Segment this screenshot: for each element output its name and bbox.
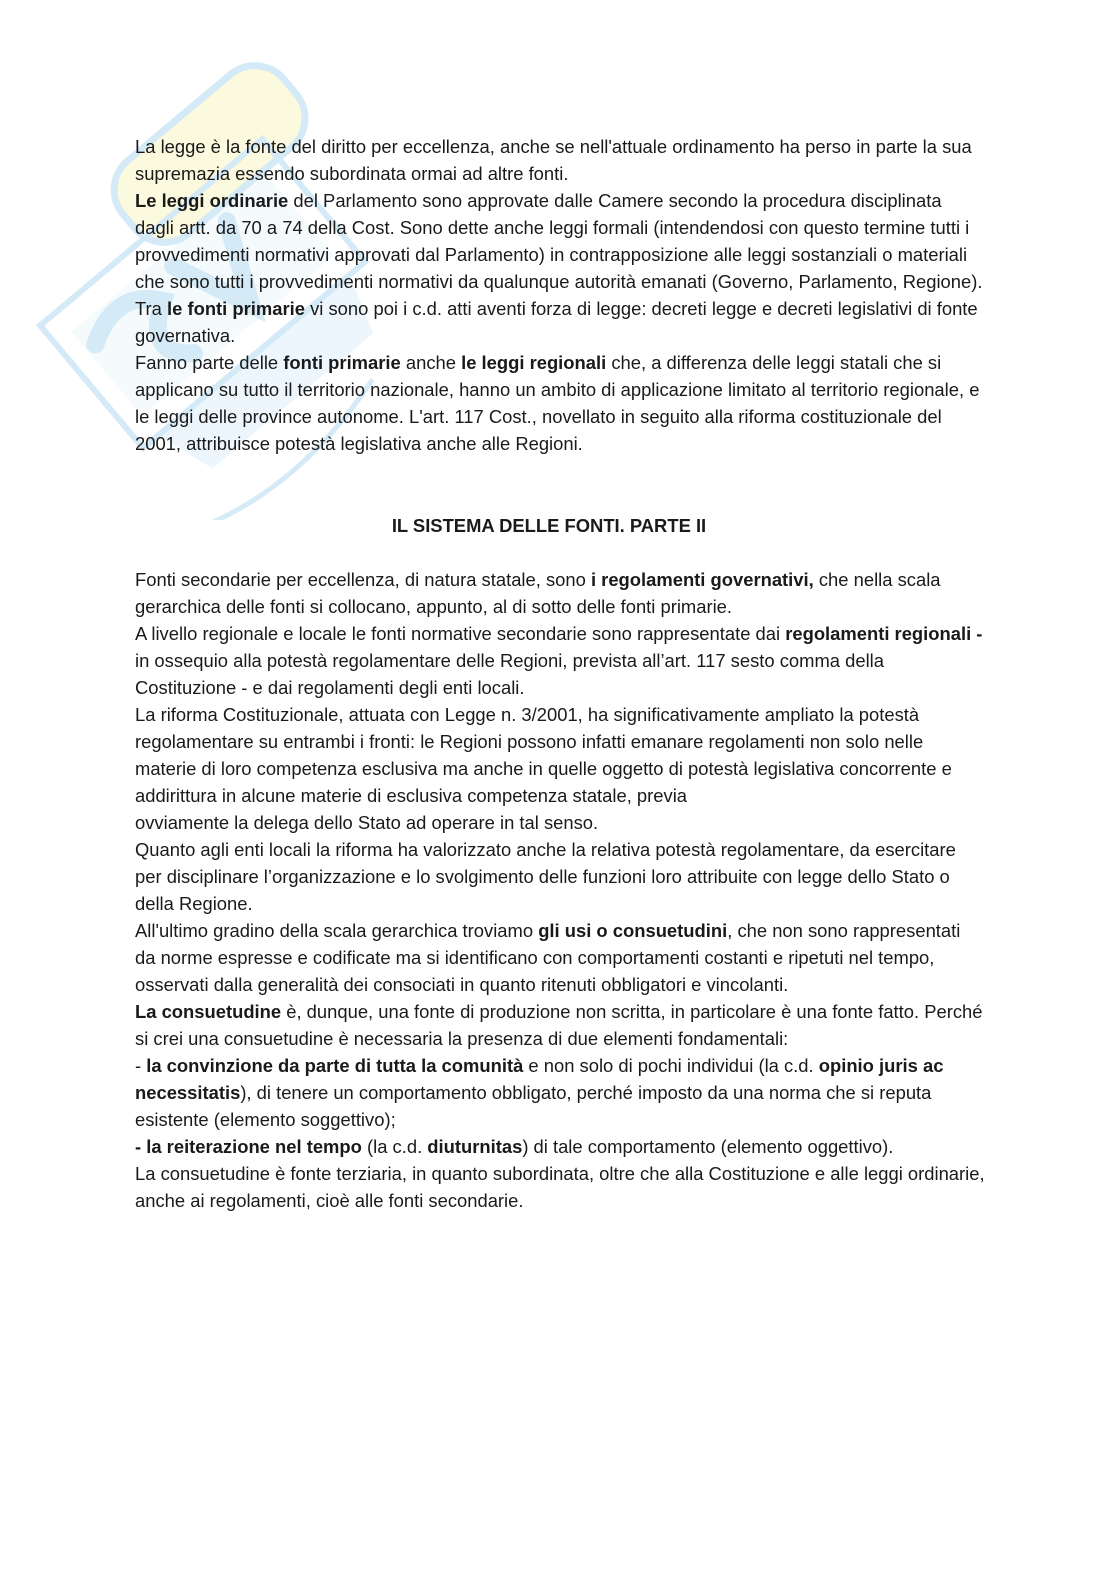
paragraph — [135, 1133, 985, 1160]
paragraph — [135, 836, 985, 917]
text: ) di tale comportamento (elemento oggettivo). — [522, 1136, 894, 1157]
text: ovviamente la delega dello Stato ad operare in tal senso. — [135, 812, 599, 833]
text: All'ultimo gradino della scala gerarchica troviamo — [135, 920, 539, 941]
text: che nella scala gerarchica delle fonti si collocano, appunto, al di sotto delle fonti primarie. — [135, 569, 941, 617]
text: vi sono poi i c.d. atti aventi forza di legge: decreti legge e decreti legislativi di fonte governativa. — [135, 298, 978, 346]
paragraph — [135, 187, 985, 295]
bold-text: fonti primarie — [283, 352, 401, 373]
text: anche — [400, 352, 462, 373]
text: (la c.d. — [361, 1136, 428, 1157]
bold-text: Le leggi ordinarie — [135, 190, 289, 211]
bold-text: La consuetudine — [135, 1001, 282, 1022]
paragraph — [135, 349, 985, 457]
paragraph — [135, 620, 985, 701]
bold-text: la convinzione da parte di tutta la comunità — [146, 1055, 524, 1076]
bold-text: - la reiterazione nel tempo — [135, 1136, 362, 1157]
text: è, dunque, una fonte di produzione non scritta, in particolare è una fonte fatto. Perché si crei una consuetudine è necessaria la presenza di due elementi fondamentali: — [135, 1001, 983, 1049]
paragraph — [135, 133, 985, 187]
text: La legge è la fonte del diritto per eccellenza, anche se nell'attuale ordinamento ha perso in parte la sua supremazia essendo subordinata ormai ad altre fonti. — [135, 136, 972, 184]
text: e non solo di pochi individui (la c.d. — [523, 1055, 819, 1076]
paragraph — [135, 295, 985, 349]
bold-text: gli usi o consuetudini — [538, 920, 728, 941]
paragraph — [135, 701, 985, 809]
text: ), di tenere un comportamento obbligato, perché imposto da una norma che si reputa esistente (elemento soggettivo); — [135, 1082, 932, 1130]
paragraph — [135, 1052, 985, 1133]
bold-text: regolamenti regionali - — [785, 623, 983, 644]
document-body — [135, 133, 985, 1214]
text: , che non sono rappresentati da norme espresse e codificate ma si identificano con comportamenti costanti e ripetuti nel tempo, osservati dalla generalità dei consociati in quanto ritenuti obbligatori e vincolanti. — [135, 920, 961, 995]
text: Fonti secondarie per eccellenza, di natura statale, sono — [135, 569, 591, 590]
paragraph — [135, 1160, 985, 1214]
paragraph — [135, 917, 985, 998]
paragraph — [135, 998, 985, 1052]
text: Quanto agli enti locali la riforma ha valorizzato anche la relativa potestà regolamentare, da esercitare per disciplinare l’organizzazione e lo svolgimento delle funzioni loro attribuite con legge dello Stato o della Regione. — [135, 839, 956, 914]
text: A livello regionale e locale le fonti normative secondarie sono rappresentate dai — [135, 623, 786, 644]
paragraph — [135, 809, 985, 836]
text: La riforma Costituzionale, attuata con Legge n. 3/2001, ha significativamente ampliato la potestà regolamentare su entrambi i fronti: le Regioni possono infatti emanare regolamenti non solo nelle materie di loro competenza esclusiva ma anche in quelle oggetto di potestà legislativa concorrente e addirittura in alcune materie di esclusiva competenza statale, previa — [135, 704, 952, 806]
text: La consuetudine è fonte terziaria, in quanto subordinata, oltre che alla Costituzione e alle leggi ordinarie, anche ai regolamenti, cioè alle fonti secondarie. — [135, 1163, 985, 1211]
text: del Parlamento sono approvate dalle Camere secondo la procedura disciplinata dagli artt. da 70 a 74 della Cost. Sono dette anche leggi formali (intendendosi con questo termine tutti i provvedimenti normativi approvati dal Parlamento) in contrapposizione alle leggi sostanziali o materiali che sono tutti i provvedimenti normativi da qualunque autorità emanati (Governo, Parlamento, Regione). — [135, 190, 983, 292]
text: Tra — [135, 298, 168, 319]
text: - — [135, 1055, 147, 1076]
paragraph — [135, 566, 985, 620]
text: in ossequio alla potestà regolamentare delle Regioni, prevista all’art. 117 sesto comma della Costituzione - e dai regolamenti degli enti locali. — [135, 650, 884, 698]
bold-text: opinio juris ac necessitatis — [135, 1055, 944, 1103]
section-title: IL SISTEMA DELLE FONTI. PARTE II — [391, 515, 707, 536]
bold-text: le fonti primarie — [167, 298, 305, 319]
bold-text: diuturnitas — [427, 1136, 523, 1157]
bold-text: i regolamenti governativi, — [590, 569, 814, 590]
text: che, a differenza delle leggi statali che si applicano su tutto il territorio nazionale, hanno un ambito di applicazione limitato al territorio regionale, e le leggi delle province autonome. L'art. 117 Cost., novellato in seguito alla riforma costituzionale del 2001, attribuisce potestà legislativa anche alle Regioni. — [135, 352, 980, 454]
text: Fanno parte delle — [135, 352, 284, 373]
bold-text: le leggi regionali — [461, 352, 607, 373]
